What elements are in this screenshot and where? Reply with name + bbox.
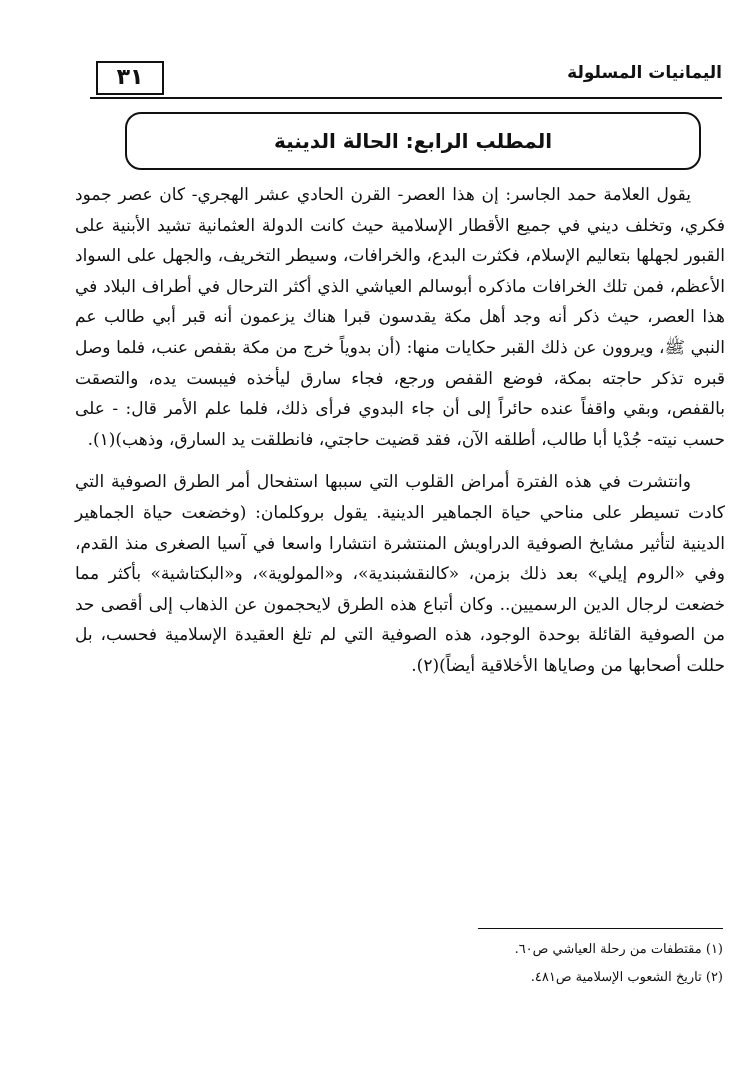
body-text <box>75 180 725 682</box>
section-title-box <box>125 112 701 170</box>
section-title: المطلب الرابع: الحالة الدينية <box>273 129 553 153</box>
page-header <box>90 55 722 99</box>
footnote-rule <box>478 928 723 929</box>
header-rule <box>90 97 722 99</box>
paragraph-1: يقول العلامة حمد الجاسر: إن هذا العصر- القرن الحادي عشر الهجري- كان عصر جمود فكري، وتخلف ديني في جميع الأقطار الإسلامية حيث كانت الدولة العثمانية تشيد الأبنية على القبور لجهلها بتعاليم الإسلام، فكثرت البدع، والخرافات، وسيطر التخريف، والجهل على السواد الأعظم، فمن تلك الخرافات ماذكره أبوسالم العياشي الذي أكثر الترحال في أطراف البلاد في هذا العصر، حيث ذكر أنه وجد أهل مكة يقدسون قبرا هناك يزعمون أنه قبر أبي طالب عم النبي ﷺ، ويروون عن ذلك القبر حكايات منها: (أن بدوياً خرج من مكة بقفص عنب، فلما وصل قبره تذكر حاجته بمكة، فوضع القفص ورجع، فجاء سارق ليأخذه فيبست يده، والتصقت بالقفص، وبقي واقفاً عنده حائراً إلى أن جاء البدوي فرأى ذلك، فلما علم الأمر قال: - على حسب نيته- جُدْيا أبا طالب، أطلقه الآن، فقد قضيت حاجتي، فانطلقت يد السارق، وذهب)(١). <box>75 185 725 450</box>
footnotes <box>123 936 723 992</box>
page-number: ٣١ <box>96 61 164 95</box>
paragraph-2: وانتشرت في هذه الفترة أمراض القلوب التي سببها استفحال أمر الطرق الصوفية التي كادت تسيطر على مناحي حياة الجماهير الدينية. يقول بروكلمان: (وخضعت حياة الجماهير الدينية لتأثير مشايخ الصوفية الدراويش المنتشرة انتشارا واسعا في آسيا الصغرى منذ القدم، وفي «الروم إيلي» بعد ذلك بزمن، «كالنقشبندية»، و«المولوية»، و«البكتاشية» بأكثر مما خضعت لرجال الدين الرسميين.. وكان أتباع هذه الطرق لايحجمون عن الذهاب إلى أقصى حد من الصوفية القائلة بوحدة الوجود، هذه الصوفية التي لم تلغ العقيدة الإسلامية فحسب، بل حللت أصحابها من وصاياها الأخلاقية أيضاً)(٢). <box>75 472 725 676</box>
footnote-1: (١) مقتطفات من رحلة العياشي ص٦٠. <box>514 942 723 957</box>
book-title: اليمانيات المسلولة <box>567 63 722 83</box>
footnote-2: (٢) تاريخ الشعوب الإسلامية ص٤٨١. <box>530 970 723 985</box>
